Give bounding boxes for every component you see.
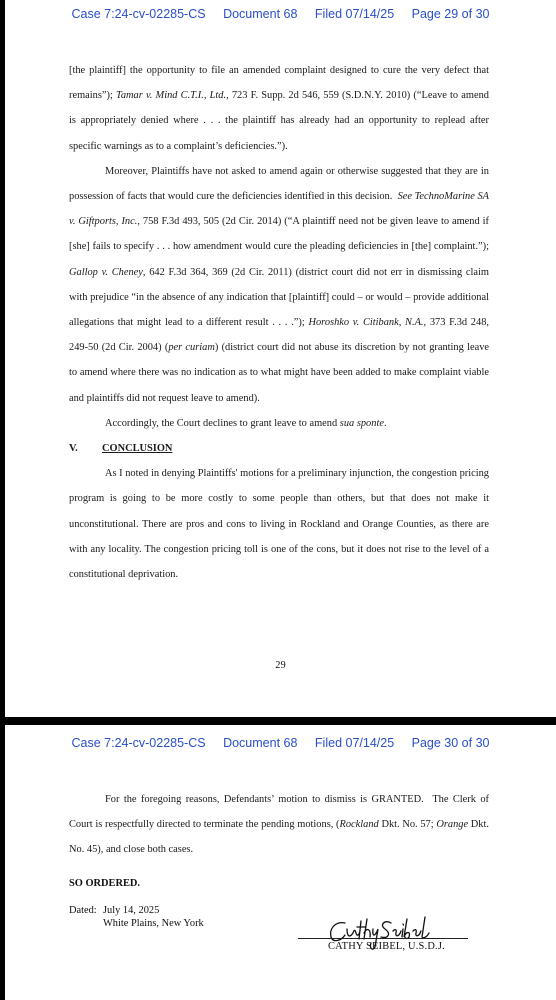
page-header [5, 7, 556, 21]
case-number: Case 7:24-cv-02285-CS [71, 7, 206, 21]
document-number: Document 68 [223, 736, 298, 750]
filed-date: Filed 07/14/25 [314, 736, 395, 750]
document-page-29 [5, 0, 556, 717]
paragraph-conclusion: As I noted in denying Plaintiffs' motions for a preliminary injunction, the congestion pricing program is going to be more costly to some people than others, but that does not make it unconstitutional. There are pros and cons to living in Rockland and Orange Counties, as there are with any locality. The congestion pricing toll is one of the cons, but it does not rise to the level of a constitutional deprivation. [69, 468, 489, 581]
case-number: Case 7:24-cv-02285-CS [71, 736, 206, 750]
page-count: Page 29 of 30 [411, 7, 490, 21]
document-page-30 [5, 725, 556, 1000]
section-number: V. [69, 443, 78, 455]
filed-date: Filed 07/14/25 [314, 7, 395, 21]
location: White Plains, New York [103, 918, 204, 929]
dated-value: July 14, 2025 [103, 905, 160, 916]
page-number: 29 [275, 660, 286, 671]
section-title: CONCLUSION [102, 443, 173, 455]
opinion-body [69, 787, 489, 863]
paragraph-declines-leave: Accordingly, the Court declines to grant leave to amend sua sponte. [105, 417, 387, 429]
page-count: Page 30 of 30 [411, 736, 490, 750]
so-ordered: SO ORDERED. [69, 878, 141, 889]
page-header [5, 736, 556, 750]
paragraph-no-amendment: Moreover, Plaintiffs have not asked to amend again or otherwise suggested that they are in possession of facts that would cure the deficiencies identified in this decision. See TechnoMarine SA v. Giftports, Inc., 758 F.3d 493, 505 (2d Cir. 2014) (“A plaintiff need not be given leave to amend if [she] fails to specify . . . how amendment would cure the pleading deficiencies in [the] complaint.”); Gallop v. Cheney, 642 F.3d 364, 369 (2d Cir. 2011) (district court did not err in dismissing claim with prejudice “in the absence of any indication that [plaintiff] could – or would – provide additional allegations that might lead to a different result . . . .”); Horoshko v. Citibank, N.A., 373 F.3d 248, 249-50 (2d Cir. 2004) (per curiam) (district court did not abuse its discretion by not granting leave to amend where there was no indication as to what might have been added to make complaint viable and plaintiffs did not request leave to amend). [69, 165, 489, 404]
dated-label: Dated: [69, 905, 97, 916]
signature-line [298, 938, 468, 939]
document-number: Document 68 [223, 7, 298, 21]
paragraph-disposition: For the foregoing reasons, Defendants’ motion to dismiss is GRANTED. The Clerk of Court is respectfully directed to terminate the pending motions, (Rockland Dkt. No. 57; Orange Dkt. No. 45), and close both cases. [69, 794, 489, 856]
paragraph-continuation: [the plaintiff] the opportunity to file an amended complaint designed to cure the very defect that remains”); Tamar v. Mind C.T.I., Ltd., 723 F. Supp. 2d 546, 559 (S.D.N.Y. 2010) (“Leave to amend is appropriately denied where . . . the plaintiff has already had an opportunity to replead after specific warnings as to a complaint’s deficiencies.”). [69, 65, 489, 152]
judge-name: CATHY SEIBEL, U.S.D.J. [328, 941, 445, 952]
opinion-body [69, 58, 489, 587]
section-heading-conclusion [69, 436, 489, 461]
date-block [69, 904, 204, 930]
